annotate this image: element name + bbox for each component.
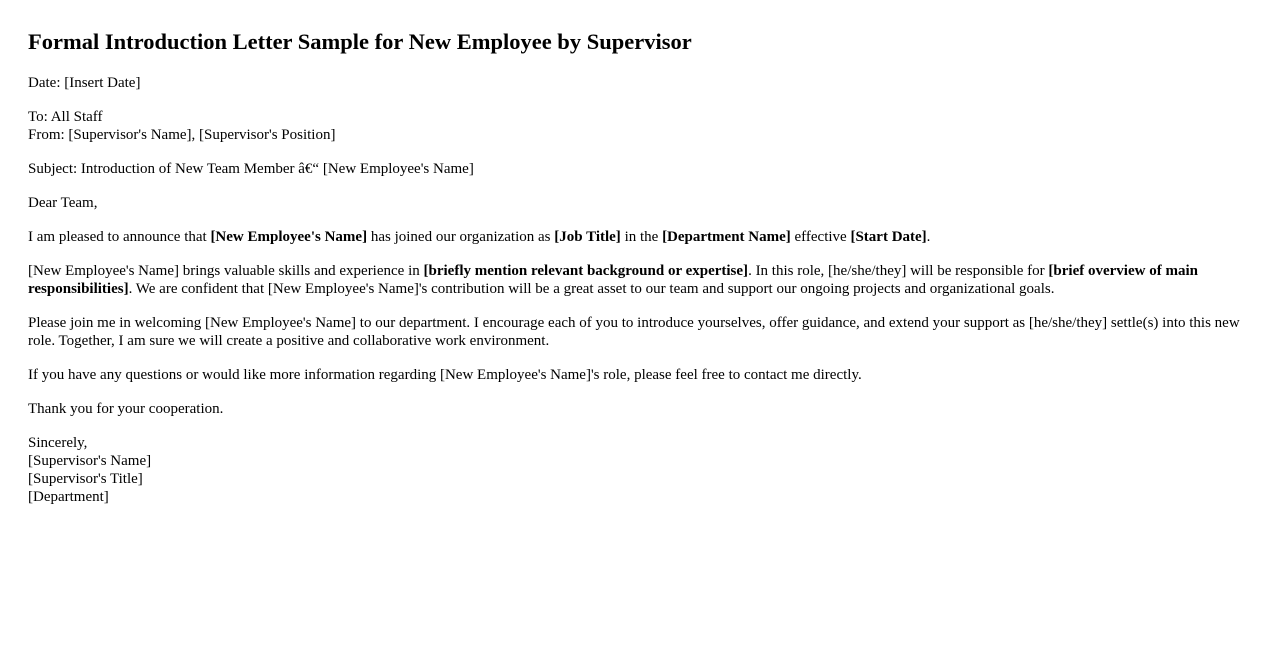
letter-document — [28, 0, 1250, 506]
from-line: From: [Supervisor's Name], [Supervisor's Position] — [28, 127, 336, 143]
salutation: Dear Team, — [28, 195, 98, 211]
text: I am pleased to announce that — [28, 229, 211, 245]
subject-line: Subject: Introduction of New Team Member â€“ [New Employee's Name] — [28, 161, 474, 177]
sign-off: Sincerely, — [28, 435, 88, 451]
paragraph-announcement — [28, 228, 1250, 246]
text: in the — [620, 229, 663, 245]
start-date-placeholder: [Start Date] — [850, 229, 927, 245]
text: has joined our organization as — [367, 229, 555, 245]
paragraph-thanks: Thank you for your cooperation. — [28, 401, 224, 417]
supervisor-name: [Supervisor's Name] — [28, 453, 152, 469]
supervisor-title: [Supervisor's Title] — [28, 471, 143, 487]
text: . — [926, 229, 931, 245]
text: effective — [790, 229, 851, 245]
date-line: Date: [Insert Date] — [28, 75, 141, 91]
paragraph-welcome: Please join me in welcoming [New Employee's Name] to our department. I encourage each of you to introduce yourselves, offer guidance, and extend your support as [he/she/they] settle(s) into this new role. Together, I am sure we will create a positive and collaborative work environment. — [28, 315, 1240, 349]
paragraph-background — [28, 262, 1250, 298]
department: [Department] — [28, 489, 109, 505]
address-block — [28, 108, 1250, 144]
text: . In this role, [he/she/they] will be responsible for — [748, 263, 1049, 279]
employee-name-placeholder: [New Employee's Name] — [210, 229, 368, 245]
page-title: Formal Introduction Letter Sample for New Employee by Supervisor — [28, 29, 692, 54]
text: . We are confident that [New Employee's Name]'s contribution will be a great asset to our team and support our ongoing projects and organizational goals. — [128, 281, 1055, 297]
to-line: To: All Staff — [28, 109, 103, 125]
department-name-placeholder: [Department Name] — [662, 229, 791, 245]
responsibilities-placeholder: [brief overview of main responsibilities] — [28, 263, 1198, 297]
signature-block — [28, 434, 1250, 506]
paragraph-contact: If you have any questions or would like more information regarding [New Employee's Name]'s role, please feel free to contact me directly. — [28, 367, 862, 383]
job-title-placeholder: [Job Title] — [554, 229, 621, 245]
text: [New Employee's Name] brings valuable skills and experience in — [28, 263, 424, 279]
background-placeholder: [briefly mention relevant background or expertise] — [423, 263, 749, 279]
